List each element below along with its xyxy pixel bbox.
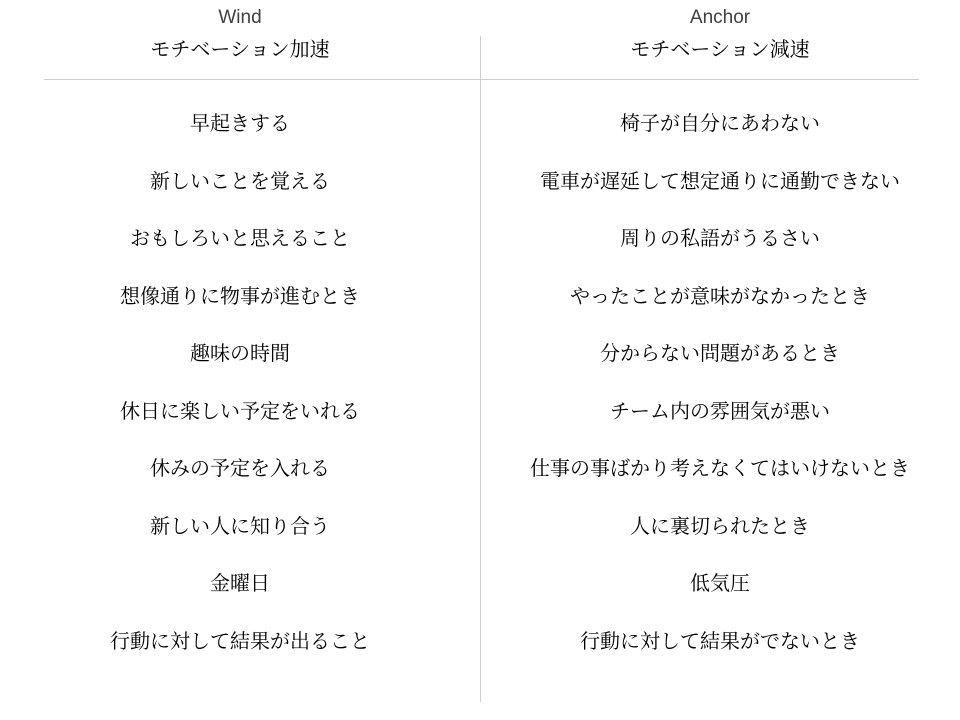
list-item: 椅子が自分にあわない <box>620 111 820 135</box>
list-item: チーム内の雰囲気が悪い <box>610 398 830 423</box>
anchor-column-subtitle: モチベーション減速 <box>630 37 810 61</box>
list-item: 金曜日 <box>210 571 270 595</box>
wind-column-subtitle: モチベーション加速 <box>150 37 330 61</box>
list-item: 分からない問題があるとき <box>600 341 840 365</box>
list-item: やったことが意味がなかったとき <box>570 283 870 308</box>
list-item: 休日に楽しい予定をいれる <box>120 398 360 423</box>
wind-item-list <box>0 105 480 680</box>
list-item: 人に裏切られたとき <box>630 513 810 538</box>
list-item: 休みの予定を入れる <box>150 456 330 480</box>
list-item: 趣味の時間 <box>190 341 290 365</box>
anchor-column-title: Anchor <box>689 7 751 28</box>
list-item: 新しいことを覚える <box>150 168 330 193</box>
wind-column-title: Wind <box>218 7 262 28</box>
list-item: 低気圧 <box>690 571 750 595</box>
list-item: 行動に対して結果がでないとき <box>580 628 860 653</box>
list-item: 新しい人に知り合う <box>150 513 330 538</box>
list-item: 仕事の事ばかり考えなくてはいけないとき <box>530 456 910 480</box>
list-item: 電車が遅延して想定通りに通勤できない <box>540 168 900 193</box>
list-item: 周りの私語がうるさい <box>620 226 820 250</box>
list-item: 早起きする <box>190 111 290 135</box>
list-item: おもしろいと思えること <box>130 226 350 250</box>
header-divider <box>44 79 919 80</box>
anchor-item-list <box>480 105 960 680</box>
list-item: 行動に対して結果が出ること <box>110 628 370 653</box>
list-item: 想像通りに物事が進むとき <box>120 283 360 308</box>
